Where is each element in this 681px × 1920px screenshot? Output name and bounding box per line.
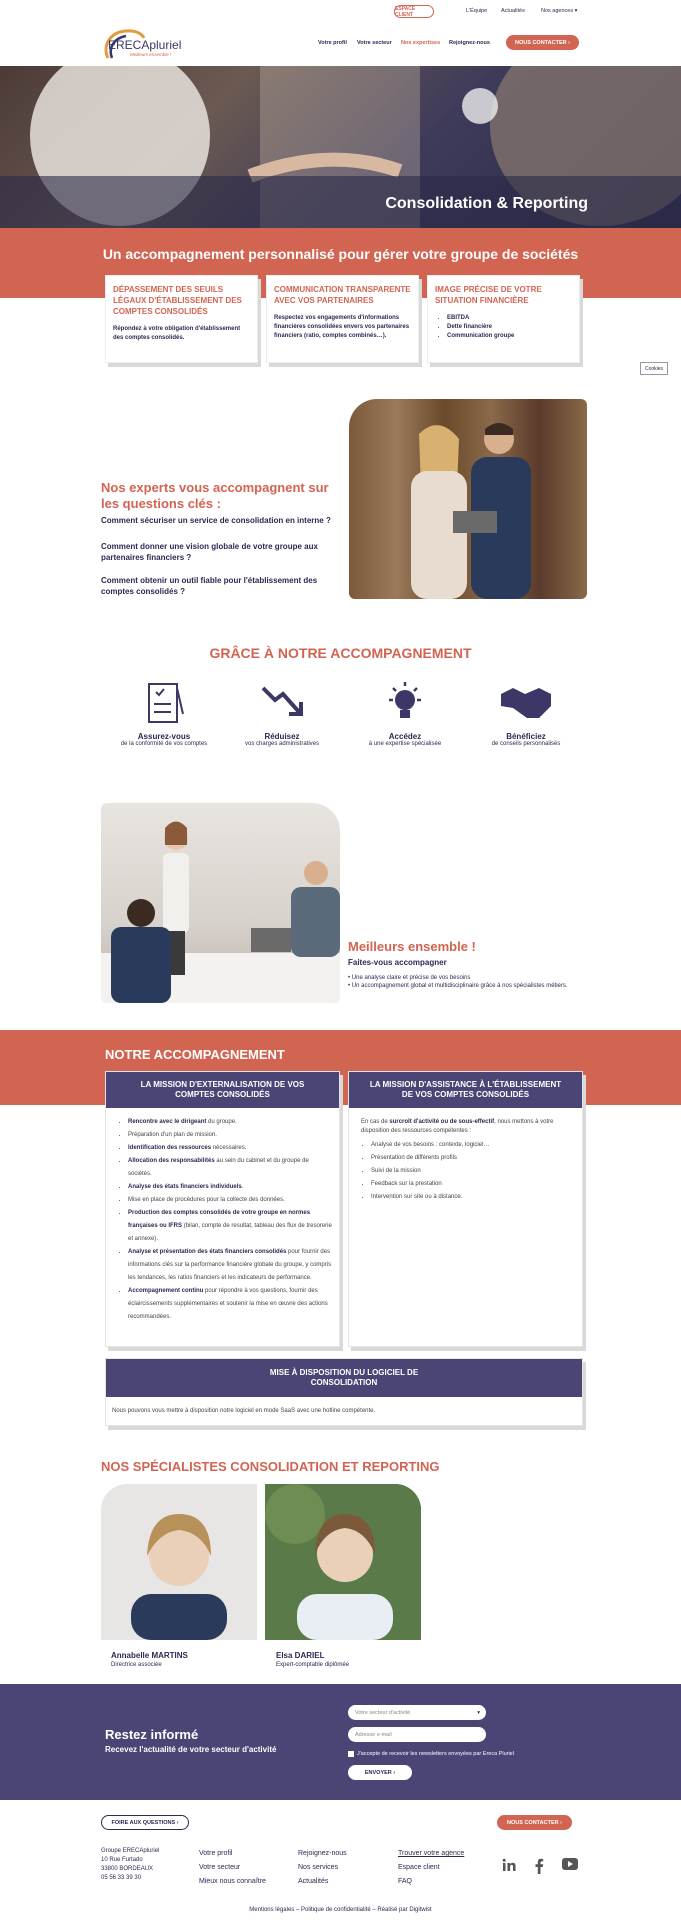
checklist-shield-icon bbox=[141, 680, 187, 726]
list-item: • EBITDA bbox=[447, 314, 572, 323]
benefit-sub: de conseils personnalisés bbox=[491, 741, 561, 747]
email-placeholder: Adresse e-mail bbox=[355, 1731, 392, 1738]
accompagnement-title: NOTRE ACCOMPAGNEMENT bbox=[105, 1047, 285, 1062]
avatar bbox=[265, 1484, 421, 1640]
benefit-sub: à une expertise spécialisée bbox=[368, 741, 442, 747]
address-line: 10 Rue Furtado bbox=[101, 1857, 143, 1863]
experts-title: Nos experts vous accompagnent sur les questions clés : bbox=[101, 480, 329, 511]
address-block bbox=[101, 1847, 159, 1883]
specialist-name: Elsa DARIEL bbox=[276, 1651, 325, 1660]
trend-down-icon bbox=[259, 680, 305, 726]
espace-client-button[interactable]: ESPACE CLIENT bbox=[394, 5, 434, 18]
benefits-title: GRÂCE À NOTRE ACCOMPAGNEMENT bbox=[209, 645, 472, 661]
specialist-role: Expert-comptable diplômée bbox=[276, 1662, 350, 1668]
card-text: Respectez vos engagements d'informations financières consolidées envers vos partenaires financiers (ratio, comptes combinés…). bbox=[274, 315, 410, 339]
mission-item: • Production des comptes consolidés de votre groupe en normes françaises ou IFRS (bilan, compte de resultat, tableau des flux de tresorerie et annexe). bbox=[128, 1207, 332, 1246]
mission-item: • Identification des ressources nécessaires. bbox=[128, 1142, 332, 1155]
checkbox-box[interactable] bbox=[348, 1751, 354, 1757]
contact-button[interactable]: NOUS CONTACTER › bbox=[506, 35, 579, 50]
footer-link[interactable]: Mieux nous connaître bbox=[199, 1878, 266, 1885]
newsletter-title: Restez informé bbox=[105, 1727, 199, 1742]
sector-select-label: Votre secteur d'activité bbox=[355, 1709, 411, 1716]
card-communication bbox=[266, 275, 419, 363]
mission-assistance-card bbox=[348, 1071, 583, 1347]
hero-banner bbox=[0, 66, 681, 228]
card-image bbox=[427, 275, 580, 363]
logo-tagline: Meilleurs ensemble ! bbox=[130, 52, 172, 57]
address-line: 33800 BORDEAUX bbox=[101, 1866, 154, 1872]
footer-link[interactable]: Trouver votre agence bbox=[398, 1850, 465, 1857]
footer-link[interactable]: Actualités bbox=[298, 1878, 329, 1885]
specialists-title: NOS SPÉCIALISTES CONSOLIDATION ET REPORTING bbox=[101, 1459, 440, 1474]
address-line: Groupe ERECApluriel bbox=[101, 1848, 160, 1854]
nav-nos-expertises[interactable]: Nos expertises bbox=[401, 40, 441, 46]
mission-intro: En cas de surcroît d'activité ou de sous-effectif, nous mettons à votre disposition des ressources compétentes : bbox=[361, 1119, 554, 1134]
mission-item: • Suivi de la mission bbox=[371, 1165, 575, 1178]
chevron-down-icon: ▾ bbox=[477, 1709, 480, 1716]
handshake-icon bbox=[499, 680, 553, 726]
benefit-title: Assurez-vous bbox=[137, 732, 191, 741]
meeting-photo bbox=[101, 803, 340, 1003]
newsletter-subtitle: Recevez l'actualité de votre secteur d'activité bbox=[105, 1745, 277, 1754]
benefit-title: Bénéficiez bbox=[506, 732, 546, 741]
band-title: Un accompagnement personnalisé pour gérer votre groupe de sociétés bbox=[102, 246, 579, 262]
card-text: Répondez à votre obligation d'établissement des comptes consolidés. bbox=[113, 326, 241, 341]
footer-link[interactable]: Votre secteur bbox=[199, 1864, 241, 1871]
sector-select[interactable] bbox=[348, 1705, 486, 1720]
mission-text: Nous pouvons vous mettre à disposition notre logiciel en mode SaaS avec une hotline compétente. bbox=[112, 1408, 376, 1414]
mission-item: • Rencontre avec le dirigeant du groupe. bbox=[128, 1116, 332, 1129]
logiciel-card bbox=[105, 1358, 583, 1426]
legal-links[interactable]: Mentions légales – Politique de confidentialité – Réalisé par Digitwist bbox=[249, 1907, 432, 1913]
footer-link[interactable]: Espace client bbox=[398, 1864, 440, 1871]
meilleurs-bullet: • Un accompagnement global et multidisciplinaire grâce à nos spécialistes métiers. bbox=[348, 983, 568, 989]
footer-link[interactable]: Rejoignez-nous bbox=[298, 1850, 347, 1857]
footer-link[interactable]: Nos services bbox=[298, 1864, 339, 1871]
youtube-icon[interactable] bbox=[562, 1858, 578, 1870]
benefit-title: Accédez bbox=[388, 732, 422, 741]
mission-list bbox=[361, 1139, 575, 1204]
faq-button[interactable]: FOIRE AUX QUESTIONS › bbox=[101, 1815, 189, 1830]
experts-photo bbox=[349, 399, 587, 599]
lightbulb-icon bbox=[382, 680, 428, 726]
list-item: • Dette financière bbox=[447, 323, 572, 332]
specialist-name: Annabelle MARTINS bbox=[111, 1651, 188, 1660]
header bbox=[0, 0, 681, 66]
question-item: Comment obtenir un outil fiable pour l'établissement des comptes consolidés ? bbox=[101, 576, 318, 596]
card-title: COMMUNICATION TRANSPARENTE AVEC VOS PARTENAIRES bbox=[274, 285, 411, 305]
card-title: IMAGE PRÉCISE DE VOTRE SITUATION FINANCIÈRE bbox=[435, 285, 542, 305]
avatar bbox=[101, 1484, 257, 1640]
mission-item: • Préparation d'un plan de mission. bbox=[128, 1129, 332, 1142]
meilleurs-subtitle: Faites-vous accompagner bbox=[348, 958, 447, 967]
mission-item: • Intervention sur site ou à distance. bbox=[371, 1191, 575, 1204]
card-title: DÉPASSEMENT DES SEUILS LÉGAUX D'ÉTABLISSEMENT DES COMPTES CONSOLIDÉS bbox=[113, 285, 242, 316]
actualites-link[interactable]: Actualités bbox=[501, 8, 525, 14]
mission-item: • Feedback sur la prestation bbox=[371, 1178, 575, 1191]
linkedin-icon[interactable] bbox=[502, 1858, 516, 1872]
benefit-beneficiez bbox=[461, 680, 591, 747]
agences-dropdown[interactable]: Nos agences ▾ bbox=[541, 8, 578, 14]
footer-link[interactable]: Votre profil bbox=[199, 1850, 233, 1857]
question-item: Comment donner une vision globale de votre groupe aux partenaires financiers ? bbox=[101, 542, 318, 562]
facebook-icon[interactable] bbox=[534, 1858, 544, 1874]
benefit-sub: vos charges administratives bbox=[244, 741, 320, 747]
benefit-title: Réduisez bbox=[264, 732, 300, 741]
mission-externalisation-card bbox=[105, 1071, 340, 1347]
nav-votre-secteur[interactable]: Votre secteur bbox=[357, 40, 392, 46]
logo-text: ERECApluriel bbox=[108, 38, 182, 52]
nav-rejoignez-nous[interactable]: Rejoignez-nous bbox=[449, 40, 490, 46]
cookies-button[interactable]: Cookies bbox=[640, 362, 668, 375]
mission-item: • Analyse et présentation des états financiers consolidés pour fournir des informations clés sur la performance financière globale du groupe, y compris les tendances, les ratios financiers et les indicateurs de performance. bbox=[128, 1246, 332, 1285]
send-button[interactable]: ENVOYER › bbox=[348, 1765, 412, 1780]
meilleurs-title: Meilleurs ensemble ! bbox=[348, 939, 476, 954]
mission-list bbox=[118, 1116, 332, 1324]
list-item: • Communication groupe bbox=[447, 332, 572, 341]
specialist-role: Directrice associée bbox=[111, 1662, 162, 1668]
mission-title: MISE À DISPOSITION DU LOGICIEL DE CONSOLIDATION bbox=[106, 1359, 582, 1397]
benefit-sub: de la conformité de vos comptes bbox=[120, 741, 208, 747]
benefit-conformite bbox=[99, 680, 229, 747]
mission-title: LA MISSION D'EXTERNALISATION DE VOS COMPTES CONSOLIDÉS bbox=[106, 1072, 339, 1108]
mission-title: LA MISSION D'ASSISTANCE À L'ÉTABLISSEMENT DE VOS COMPTES CONSOLIDÉS bbox=[349, 1072, 582, 1108]
email-input[interactable] bbox=[348, 1727, 486, 1742]
equipe-link[interactable]: L'Équipe bbox=[466, 8, 488, 14]
page-title: Consolidation & Reporting bbox=[385, 195, 588, 212]
mission-item: • Accompagnement continu pour répondre à vos questions, fournir des éclaircissements supplémentaires et soutenir la mise en œuvre des actions recommandées. bbox=[128, 1285, 332, 1324]
nav-votre-profil[interactable]: Votre profil bbox=[318, 40, 347, 46]
card-seuils bbox=[105, 275, 258, 363]
mission-item: • Analyse des états financiers individuels. bbox=[128, 1181, 332, 1194]
question-item: Comment sécuriser un service de consolidation en interne ? bbox=[101, 516, 331, 525]
mission-item: • Allocation des responsabilités au sein du cabinet et du groupe de sociétés. bbox=[128, 1155, 332, 1181]
newsletter-section bbox=[0, 1684, 681, 1800]
footer-link[interactable]: FAQ bbox=[398, 1878, 413, 1885]
phone-link[interactable]: 05 56 33 39 30 bbox=[101, 1875, 142, 1881]
benefit-reduisez bbox=[217, 680, 347, 747]
mission-item: • Présentation de différents profils bbox=[371, 1152, 575, 1165]
benefit-accedez bbox=[340, 680, 470, 747]
consent-label: J'accepte de recevoir les newsletters envoyées par Ereca Pluriel bbox=[357, 1751, 514, 1757]
mission-item: • Analyse de vos besoins : contexte, logiciel… bbox=[371, 1139, 575, 1152]
footer-contact-button[interactable]: NOUS CONTACTER › bbox=[497, 1815, 572, 1830]
meilleurs-bullet: • Une analyse claire et précise de vos besoins bbox=[348, 975, 471, 981]
mission-item: • Mise en place de procédures pour la collecte des données. bbox=[128, 1194, 332, 1207]
consent-checkbox[interactable] bbox=[348, 1751, 514, 1757]
